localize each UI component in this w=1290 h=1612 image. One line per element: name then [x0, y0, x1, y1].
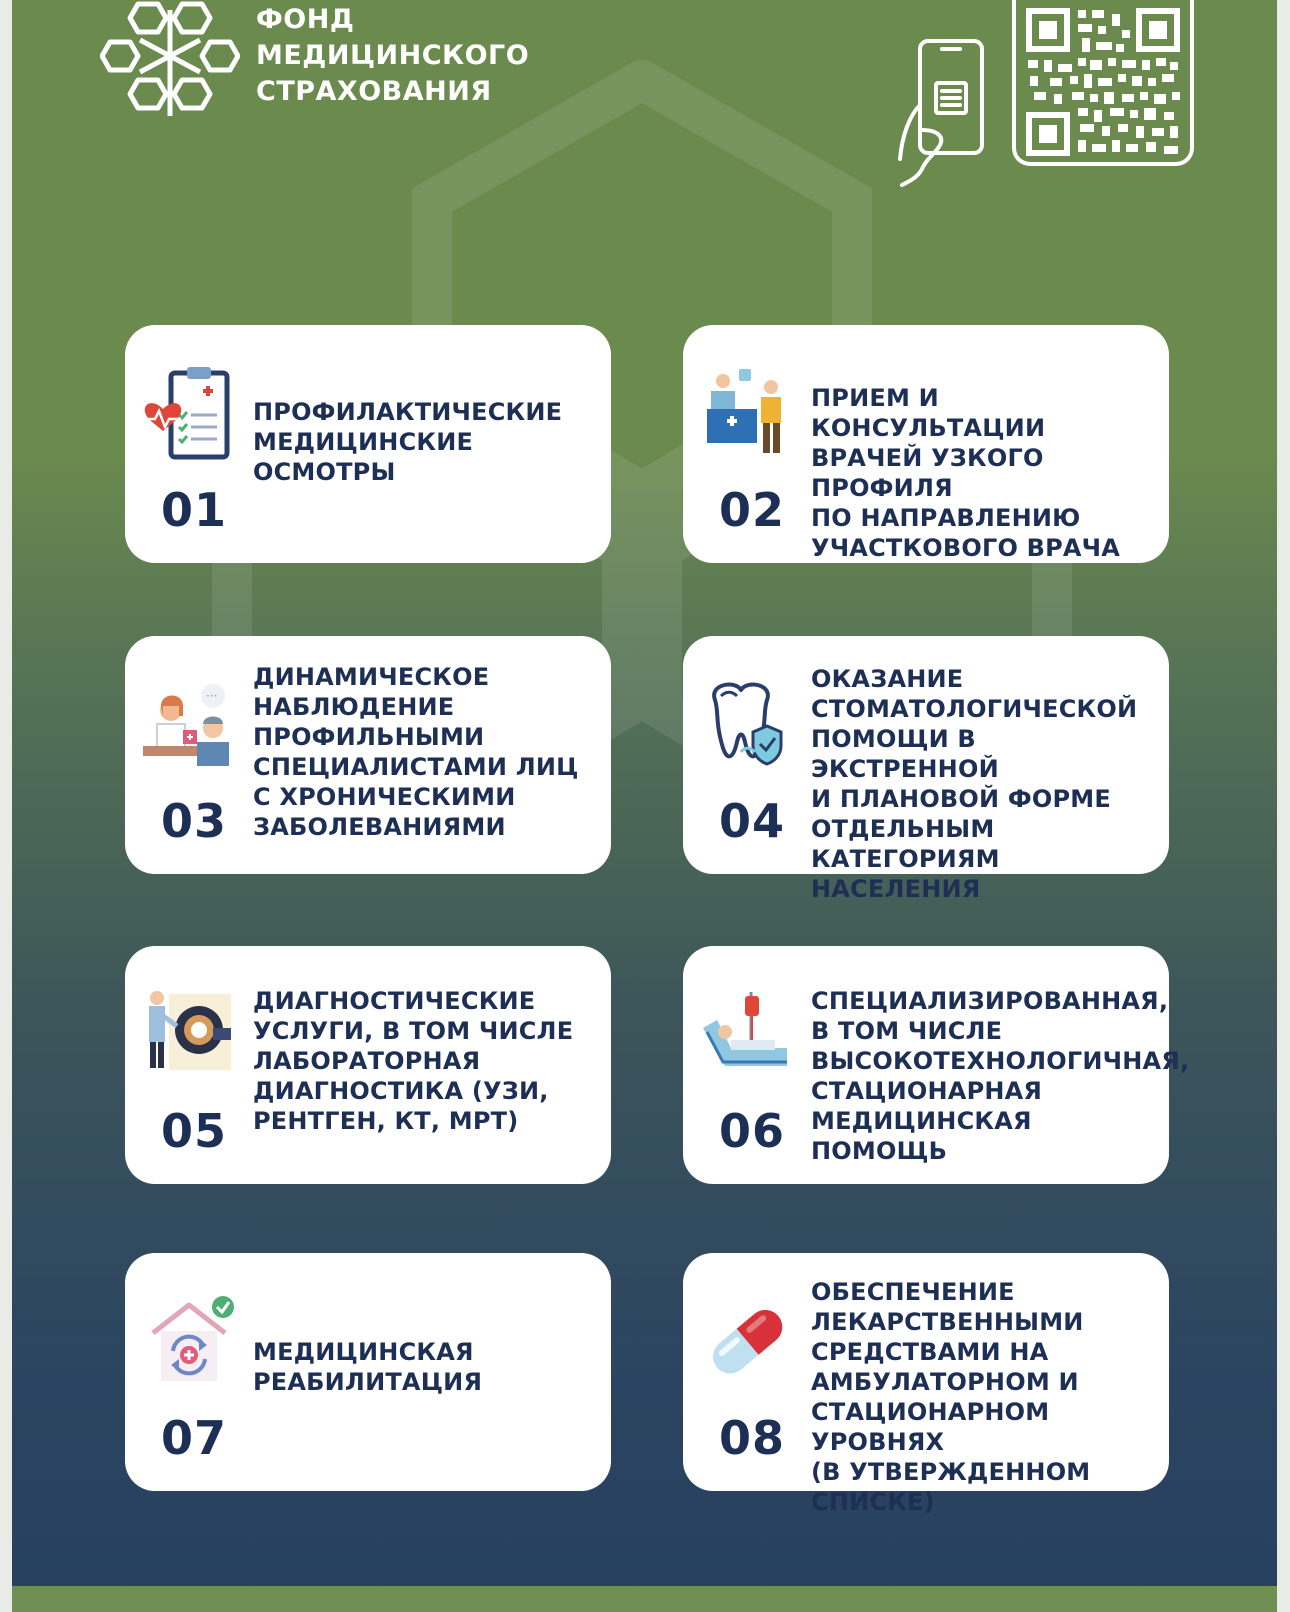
mri-scanner-icon	[143, 986, 235, 1082]
svg-text:···: ···	[206, 689, 218, 703]
service-number-07: 07	[161, 1411, 228, 1465]
service-card-08[interactable]	[683, 1253, 1169, 1516]
bottom-band	[12, 1586, 1277, 1612]
service-card-05[interactable]	[125, 946, 611, 1184]
service-number-01: 01	[161, 483, 228, 537]
service-text-02: ПРИЕМ И КОНСУЛЬТАЦИИ ВРАЧЕЙ УЗКОГО ПРОФИЛЯ ПО НАПРАВЛЕНИЮ УЧАСТКОВОГО ВРАЧА	[811, 384, 1121, 562]
service-card-04[interactable]	[683, 636, 1169, 903]
service-text-08: ОБЕСПЕЧЕНИЕ ЛЕКАРСТВЕННЫМИ СРЕДСТВАМИ НА АМБУЛАТОРНОМ И СТАЦИОНАРНОМ УРОВНЯХ (В УТВЕРЖДЕННОМ СПИСКЕ)	[811, 1278, 1091, 1516]
service-card-07[interactable]	[125, 1253, 611, 1491]
service-card-06[interactable]	[683, 946, 1190, 1184]
service-number-06: 06	[719, 1104, 786, 1158]
service-number-08: 08	[719, 1411, 786, 1465]
tooth-shield-icon	[701, 676, 793, 772]
qr-code[interactable]	[1012, 0, 1194, 166]
service-number-02: 02	[719, 483, 786, 537]
service-text-03: ДИНАМИЧЕСКОЕ НАБЛЮДЕНИЕ ПРОФИЛЬНЫМИ СПЕЦИАЛИСТАМИ ЛИЦ С ХРОНИЧЕСКИМИ ЗАБОЛЕВАНИЯМИ	[253, 663, 579, 841]
service-text-01: ПРОФИЛАКТИЧЕСКИЕ МЕДИЦИНСКИЕ ОСМОТРЫ	[253, 398, 563, 486]
service-number-05: 05	[161, 1104, 228, 1158]
phone-scan-icon	[892, 35, 1002, 190]
clipboard-heart-icon	[143, 365, 235, 461]
org-name-line2: МЕДИЦИНСКОГО	[256, 40, 530, 71]
org-name-line3: СТРАХОВАНИЯ	[256, 76, 492, 107]
service-text-04: ОКАЗАНИЕ СТОМАТОЛОГИЧЕСКОЙ ПОМОЩИ В ЭКСТРЕННОЙ И ПЛАНОВОЙ ФОРМЕ ОТДЕЛЬНЫМ КАТЕГОРИЯМ НАСЕЛЕНИЯ	[811, 665, 1138, 903]
poster	[12, 0, 1277, 1612]
fund-logo-icon	[100, 0, 240, 120]
service-card-01[interactable]	[125, 325, 611, 563]
rehab-house-icon	[143, 1293, 235, 1389]
service-card-02[interactable]	[683, 325, 1169, 563]
qr-code-icon	[1026, 8, 1180, 156]
hospital-bed-icon	[701, 986, 793, 1082]
service-text-06: СПЕЦИАЛИЗИРОВАННАЯ, В ТОМ ЧИСЛЕ ВЫСОКОТЕХНОЛОГИЧНАЯ, СТАЦИОНАРНАЯ МЕДИЦИНСКАЯ ПОМОЩЬ	[811, 987, 1190, 1165]
service-text-07: МЕДИЦИНСКАЯ РЕАБИЛИТАЦИЯ	[253, 1338, 483, 1396]
doctor-patient-icon	[143, 676, 235, 772]
org-name-line1: ФОНД	[256, 4, 355, 35]
pill-capsule-icon	[701, 1293, 793, 1389]
service-number-03: 03	[161, 794, 228, 848]
service-number-04: 04	[719, 794, 786, 848]
service-card-03[interactable]	[125, 636, 611, 874]
service-text-05: ДИАГНОСТИЧЕСКИЕ УСЛУГИ, В ТОМ ЧИСЛЕ ЛАБОРАТОРНАЯ ДИАГНОСТИКА (УЗИ, РЕНТГЕН, КТ, МРТ)	[253, 987, 574, 1135]
doctor-reception-icon	[701, 365, 793, 461]
org-name	[256, 2, 529, 110]
